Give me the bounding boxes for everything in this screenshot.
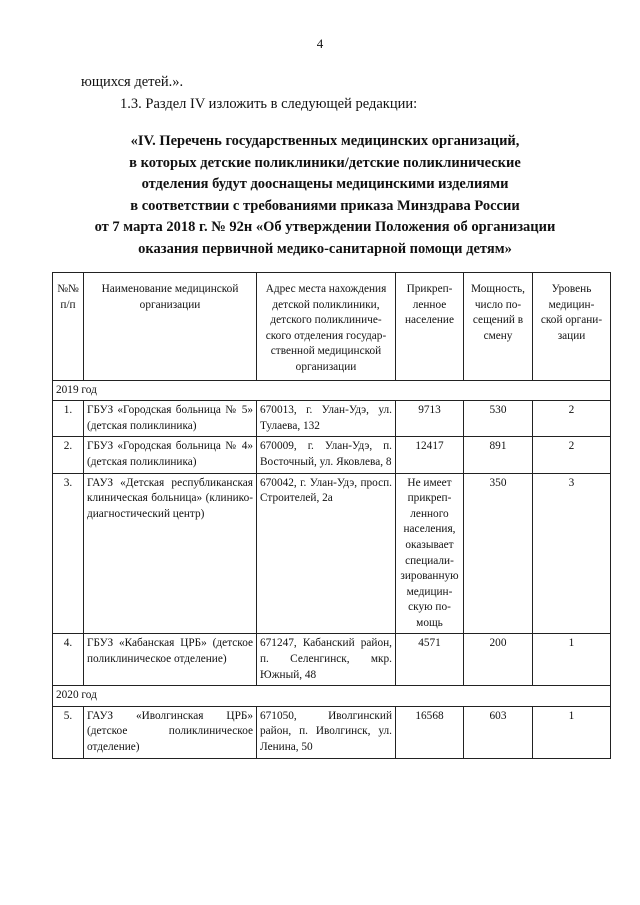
row-num: 5.	[53, 706, 84, 758]
row-level: 2	[533, 437, 611, 473]
row-population: 9713	[396, 401, 464, 437]
organizations-table	[52, 272, 611, 759]
header-capacity: Мощность, число по- сещений в смену	[464, 273, 533, 381]
intro-line-1: ющихся детей.».	[81, 74, 184, 90]
row-capacity: 530	[464, 401, 533, 437]
row-level: 2	[533, 401, 611, 437]
row-population: 4571	[396, 634, 464, 686]
row-name: ГБУЗ «Городская больница № 4» (детская поликлиника)	[84, 437, 257, 473]
row-capacity: 200	[464, 634, 533, 686]
year-row	[53, 686, 611, 707]
heading-line: в которых детские поликлиники/детские поликлинические	[129, 154, 521, 171]
heading-line: отделения будут дооснащены медицинскими изделиями	[141, 176, 509, 193]
row-population: Не имеет прикреп- ленного населения, оказывает специали- зированную медицин- скую по- мощь	[396, 473, 464, 634]
row-capacity: 350	[464, 473, 533, 634]
row-name: ГАУЗ «Детская республиканская клиническая больница» (клинико-диагностический центр)	[84, 473, 257, 634]
row-address: 671247, Кабанский район, п. Селенгинск, мкр. Южный, 48	[257, 634, 396, 686]
header-name: Наименование медицинской организации	[84, 273, 257, 381]
year-label: 2019 год	[53, 380, 611, 401]
header-level: Уровень медицин- ской органи- зации	[533, 273, 611, 381]
row-num: 1.	[53, 401, 84, 437]
table-row	[53, 706, 611, 758]
table-row	[53, 401, 611, 437]
header-address: Адрес места нахождения детской поликлиники, детского поликлиниче- ского отделения государ- ственной медицинской организации	[257, 273, 396, 381]
row-address: 670013, г. Улан-Удэ, ул. Тулаева, 132	[257, 401, 396, 437]
year-row	[53, 380, 611, 401]
row-population: 16568	[396, 706, 464, 758]
intro-line-2: 1.3. Раздел IV изложить в следующей редакции:	[120, 96, 418, 112]
row-num: 4.	[53, 634, 84, 686]
row-capacity: 891	[464, 437, 533, 473]
page-number: 4	[316, 36, 324, 51]
row-population: 12417	[396, 437, 464, 473]
row-name: ГАУЗ «Иволгинская ЦРБ» (детское поликлиническое отделение)	[84, 706, 257, 758]
row-address: 671050, Иволгинский район, п. Иволгинск, ул. Ленина, 50	[257, 706, 396, 758]
table-row	[53, 437, 611, 473]
table-row	[53, 634, 611, 686]
row-num: 2.	[53, 437, 84, 473]
heading-line: оказания первичной медико-санитарной помощи детям»	[138, 240, 512, 257]
heading-line: «IV. Перечень государственных медицинских организаций,	[130, 133, 520, 149]
row-level: 3	[533, 473, 611, 634]
year-label: 2020 год	[53, 686, 611, 707]
row-address: 670009, г. Улан-Удэ, п. Восточный, ул. Яковлева, 8	[257, 437, 396, 473]
row-name: ГБУЗ «Кабанская ЦРБ» (детское поликлиническое отделение)	[84, 634, 257, 686]
section-heading	[60, 131, 590, 261]
heading-line: в соответствии с требованиями приказа Минздрава России	[130, 197, 520, 214]
table-header-row	[53, 273, 611, 381]
header-population: Прикреп- ленное население	[396, 273, 464, 381]
table-row	[53, 473, 611, 634]
row-name: ГБУЗ «Городская больница № 5» (детская поликлиника)	[84, 401, 257, 437]
row-num: 3.	[53, 473, 84, 634]
row-level: 1	[533, 634, 611, 686]
header-num: №№ п/п	[53, 273, 84, 381]
row-address: 670042, г. Улан-Удэ, просп. Строителей, 2а	[257, 473, 396, 634]
row-capacity: 603	[464, 706, 533, 758]
row-level: 1	[533, 706, 611, 758]
heading-line: от 7 марта 2018 г. № 92н «Об утверждении Положения об организации	[94, 219, 556, 236]
